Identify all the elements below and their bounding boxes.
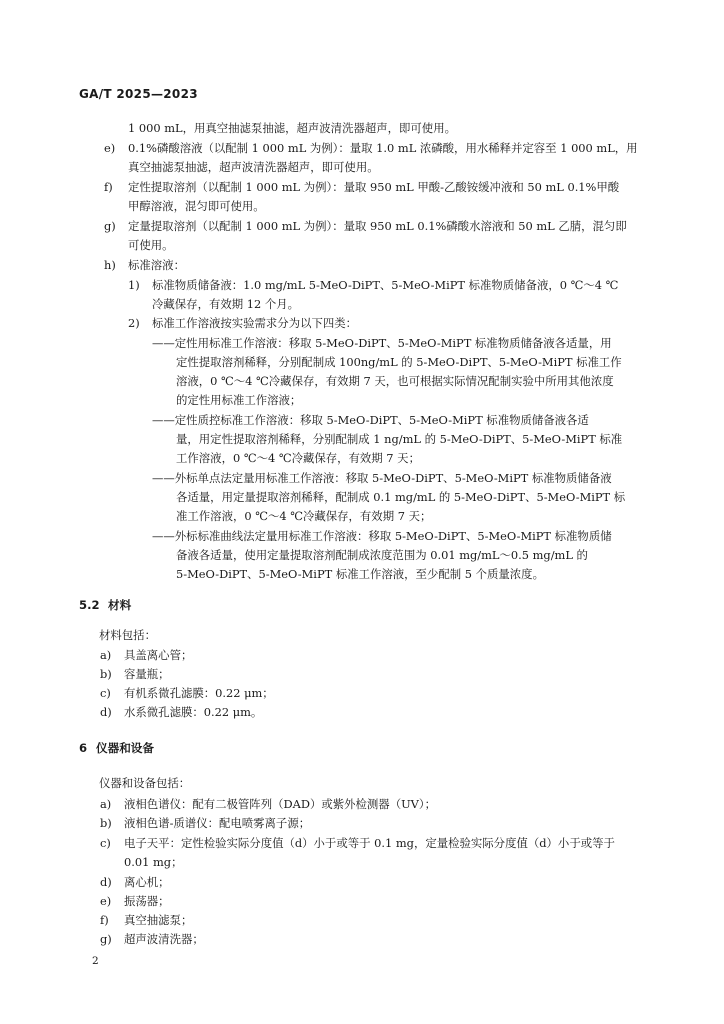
- instrument-e-text: 振荡器；: [124, 894, 170, 908]
- section-5-2-intro: 材料包括：: [99, 628, 156, 642]
- instrument-b-label: b): [100, 816, 112, 830]
- dash-2-line-1: ——定性质控标准工作溶液：移取 5-MeO-DiPT、5-MeO-MiPT 标准物质储备液各适: [152, 413, 589, 427]
- section-5-2-title: 材料: [108, 598, 132, 612]
- dash-4-line-3: 5-MeO-DiPT、5-MeO-MiPT 标准工作溶液，至少配制 5 个质量浓度。: [176, 567, 544, 581]
- dash-4-line-2: 备液各适量，使用定量提取溶剂配制成浓度范围为 0.01 mg/mL～0.5 mg/mL 的: [176, 548, 588, 562]
- material-c-label: c): [100, 686, 111, 700]
- dash-1-line-3: 溶液，0 ℃～4 ℃冷藏保存，有效期 7 天，也可根据实际情况配制实验中所用其他浓度: [176, 374, 614, 388]
- dash-1-line-1: ——定性用标准工作溶液：移取 5-MeO-DiPT、5-MeO-MiPT 标准物质储备液各适量，用: [152, 336, 612, 350]
- item-g-label: g): [104, 219, 116, 233]
- dash-1-line-4: 的定性用标准工作溶液；: [176, 393, 302, 407]
- material-b-text: 容量瓶；: [124, 667, 170, 681]
- dash-1-line-2: 定性提取溶剂稀释，分别配制成 100ng/mL 的 5-MeO-DiPT、5-MeO-MiPT 标准工作: [176, 355, 622, 369]
- dash-3-line-1: ——外标单点法定量用标准工作溶液：移取 5-MeO-DiPT、5-MeO-MiPT 标准物质储备液: [152, 471, 612, 485]
- item-h-label: h): [104, 258, 116, 272]
- instrument-c-line-1: 电子天平：定性检验实际分度值（d）小于或等于 0.1 mg，定量检验实际分度值（d）小于或等于: [124, 836, 615, 850]
- item-g-line-2: 可使用。: [128, 238, 174, 252]
- instrument-a-text: 液相色谱仪：配有二极管阵列（DAD）或紫外检测器（UV）；: [124, 797, 436, 811]
- material-a-text: 具盖离心管；: [124, 648, 193, 662]
- instrument-c-line-2: 0.01 mg；: [124, 855, 183, 869]
- material-d-label: d): [100, 705, 112, 719]
- standard-header: GA/T 2025—2023: [79, 87, 198, 101]
- section-6-title: 仪器和设备: [96, 741, 154, 755]
- item-e-line-2: 真空抽滤泵抽滤，超声波清洗器超声，即可使用。: [128, 160, 379, 174]
- item-h1-line-2: 冷藏保存，有效期 12 个月。: [152, 297, 300, 311]
- section-6-intro: 仪器和设备包括：: [99, 776, 191, 790]
- item-h1-label: 1): [128, 278, 140, 292]
- instrument-f-label: f): [100, 913, 109, 927]
- instrument-b-text: 液相色谱-质谱仪：配电喷雾离子源；: [124, 816, 311, 830]
- instrument-g-label: g): [100, 932, 112, 946]
- instrument-f-text: 真空抽滤泵；: [124, 913, 193, 927]
- page-number: 2: [92, 955, 99, 967]
- item-f-line-1: 定性提取溶剂（以配制 1 000 mL 为例）：量取 950 mL 甲酸-乙酸铵缓冲液和 50 mL 0.1%甲酸: [128, 180, 620, 194]
- instrument-g-text: 超声波清洗器；: [124, 932, 204, 946]
- item-h1-line-1: 标准物质储备液：1.0 mg/mL 5-MeO-DiPT、5-MeO-MiPT 标准物质储备液，0 ℃～4 ℃: [152, 278, 619, 292]
- item-f-label: f): [104, 180, 113, 194]
- material-b-label: b): [100, 667, 112, 681]
- section-5-2-number: 5.2: [79, 598, 100, 612]
- instrument-e-label: e): [100, 894, 112, 908]
- instrument-d-text: 离心机；: [124, 875, 170, 889]
- dash-2-line-3: 工作溶液，0 ℃～4 ℃冷藏保存，有效期 7 天；: [176, 451, 420, 465]
- material-d-text: 水系微孔滤膜：0.22 μm。: [124, 705, 263, 719]
- dash-2-line-2: 量，用定性提取溶剂稀释，分别配制成 1 ng/mL 的 5-MeO-DiPT、5-MeO-MiPT 标准: [176, 432, 623, 446]
- instrument-d-label: d): [100, 875, 112, 889]
- material-a-label: a): [100, 648, 112, 662]
- instrument-c-label: c): [100, 836, 111, 850]
- item-g-line-1: 定量提取溶剂（以配制 1 000 mL 为例）：量取 950 mL 0.1%磷酸水溶液和 50 mL 乙腈，混匀即: [128, 219, 627, 233]
- item-e-label: e): [104, 141, 116, 155]
- dash-3-line-3: 准工作溶液，0 ℃～4 ℃冷藏保存，有效期 7 天；: [176, 509, 432, 523]
- item-e-line-1: 0.1%磷酸溶液（以配制 1 000 mL 为例）：量取 1.0 mL 浓磷酸，用水稀释并定容至 1 000 mL，用: [128, 141, 638, 155]
- material-c-text: 有机系微孔滤膜：0.22 μm；: [124, 686, 274, 700]
- reagent-d-continuation: 1 000 mL，用真空抽滤泵抽滤，超声波清洗器超声，即可使用。: [128, 121, 456, 135]
- item-h2-line-1: 标准工作溶液按实验需求分为以下四类：: [152, 316, 358, 330]
- dash-3-line-2: 各适量，用定量提取溶剂稀释，配制成 0.1 mg/mL 的 5-MeO-DiPT、5-MeO-MiPT 标: [176, 490, 626, 504]
- instrument-a-label: a): [100, 797, 112, 811]
- item-f-line-2: 甲醇溶液，混匀即可使用。: [128, 199, 265, 213]
- item-h-title: 标准溶液：: [128, 258, 185, 272]
- item-h2-label: 2): [128, 316, 140, 330]
- dash-4-line-1: ——外标标准曲线法定量用标准工作溶液：移取 5-MeO-DiPT、5-MeO-MiPT 标准物质储: [152, 529, 612, 543]
- section-6-number: 6: [79, 741, 88, 755]
